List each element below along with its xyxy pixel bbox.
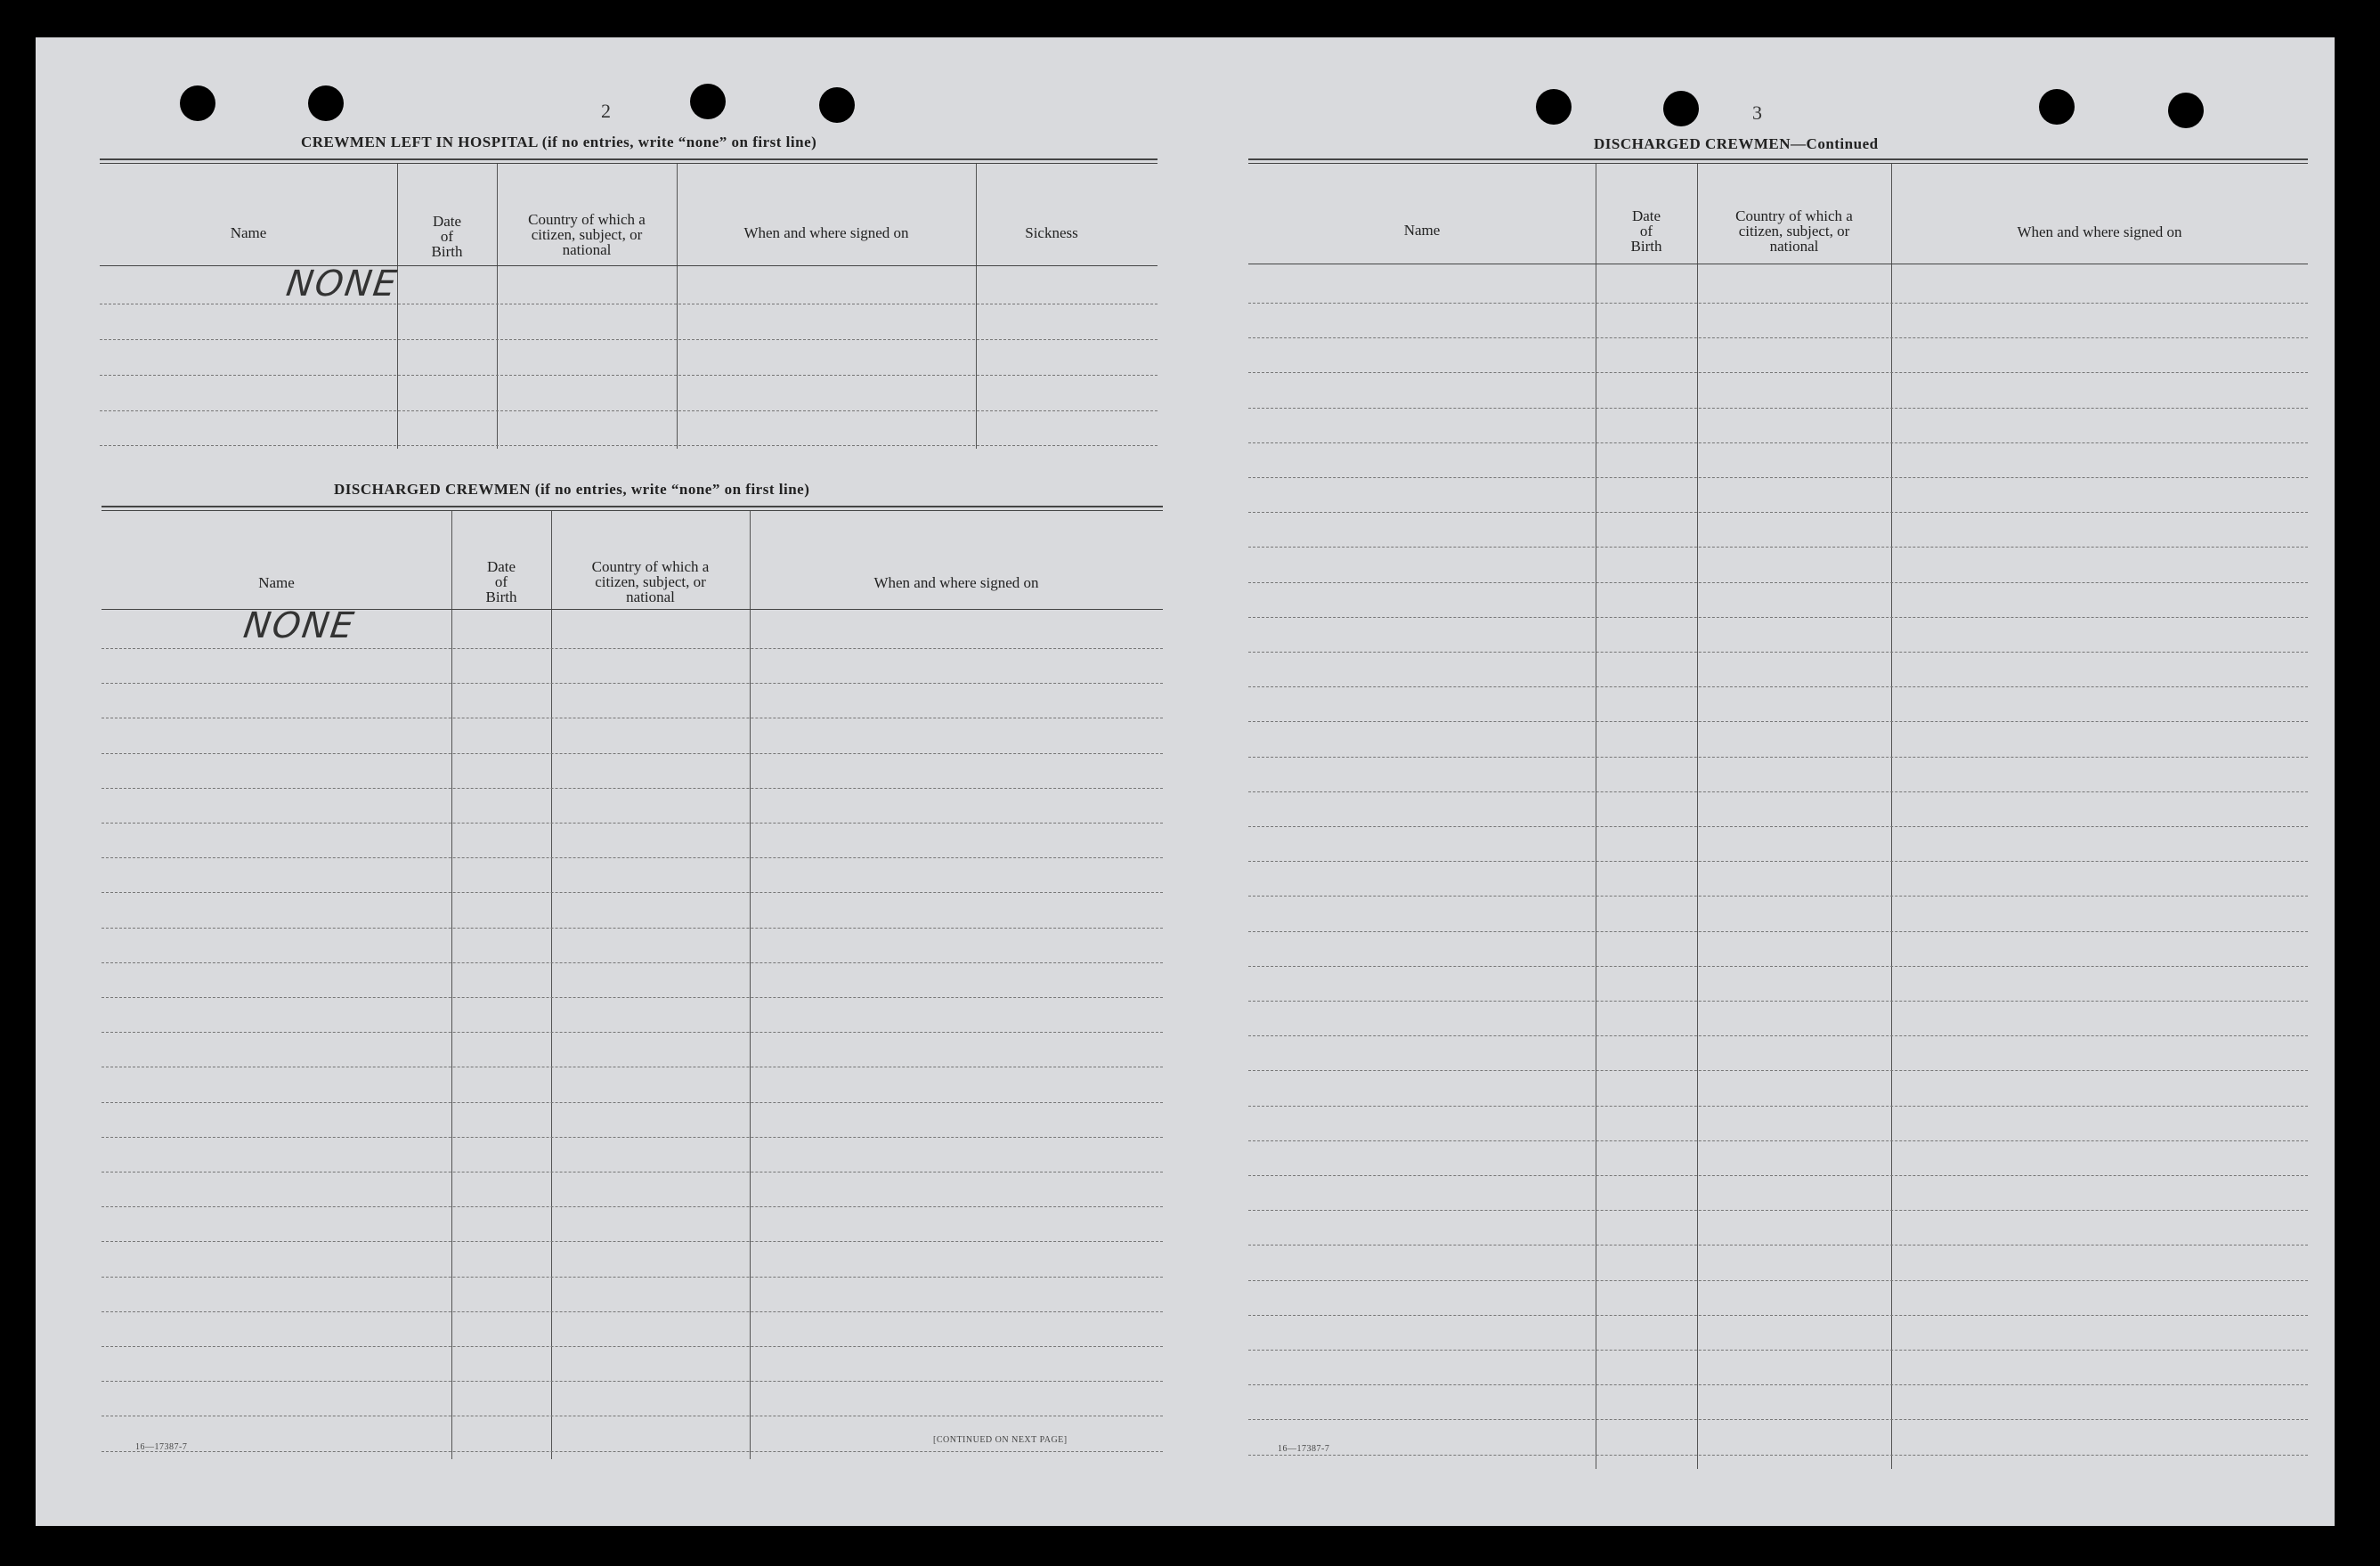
discharged-continued-title: DISCHARGED CREWMEN—Continued: [1594, 135, 1879, 152]
discharged-table-left: [102, 506, 1163, 1463]
form-number-left: 16—17387-7: [135, 1442, 188, 1452]
handwritten-entry: NONE: [283, 264, 401, 304]
column-divider: [451, 511, 452, 1459]
table-row: [100, 375, 1158, 376]
table-row: [102, 997, 1163, 998]
table-row: [1248, 512, 2308, 513]
punch-hole: [180, 85, 215, 121]
punch-hole: [819, 87, 855, 123]
continued-note: [CONTINUED ON NEXT PAGE]: [933, 1435, 1068, 1445]
table-row: [1248, 896, 2308, 897]
table-row: [102, 1102, 1163, 1103]
column-header-name: Name: [258, 574, 295, 591]
table-row: [1248, 617, 2308, 618]
column-header-signed: When and where signed on: [743, 224, 909, 241]
column-header-sickness: Sickness: [1025, 224, 1078, 241]
column-divider: [551, 511, 552, 1459]
column-divider: [1891, 164, 1892, 1469]
table-row: [1248, 408, 2308, 409]
table-row: [100, 410, 1158, 411]
column-divider: [976, 164, 977, 449]
punch-hole: [2168, 93, 2204, 128]
column-divider: [1697, 164, 1698, 1469]
discharged-title-note: (if no entries, write “none” on first line): [534, 481, 810, 498]
table-row: [1248, 477, 2308, 478]
table-row: [1248, 1210, 2308, 1211]
table-row: [100, 445, 1158, 446]
table-row: [1248, 1001, 2308, 1002]
table-row: [102, 1381, 1163, 1382]
table-row: [1248, 721, 2308, 722]
discharged-table-right: [1248, 158, 2308, 1473]
column-header-country: Country of which a citizen, subject, or national: [528, 211, 646, 258]
table-row: [1248, 1106, 2308, 1107]
table-row: [1248, 966, 2308, 967]
discharged-section-title: [334, 481, 809, 499]
table-top-rule: [1248, 158, 2308, 164]
table-row: [1248, 686, 2308, 687]
table-row: [102, 892, 1163, 893]
column-header-signed: When and where signed on: [2017, 223, 2182, 240]
hospital-table: [100, 158, 1158, 488]
table-row: [1248, 1384, 2308, 1385]
column-header-dob: Date of Birth: [485, 558, 517, 605]
table-row: [1248, 1350, 2308, 1351]
table-row: [102, 753, 1163, 754]
handwritten-entry: NONE: [240, 605, 358, 646]
column-divider: [677, 164, 678, 449]
table-row: [102, 683, 1163, 684]
table-row: [1248, 442, 2308, 443]
table-row: [1248, 372, 2308, 373]
column-header-country: Country of which a citizen, subject, or national: [1735, 207, 1853, 255]
column-header-dob: Date of Birth: [431, 213, 463, 260]
form-number-right: 16—17387-7: [1278, 1444, 1330, 1454]
table-row: [100, 339, 1158, 340]
table-row: [102, 823, 1163, 824]
column-header-name: Name: [1403, 222, 1441, 239]
table-row: [102, 788, 1163, 789]
table-row: [102, 648, 1163, 649]
table-row: [1248, 1035, 2308, 1036]
table-row: [102, 1277, 1163, 1278]
column-header-signed: When and where signed on: [873, 574, 1039, 591]
table-row: [1248, 1455, 2308, 1456]
table-row: [102, 857, 1163, 858]
table-row: [1248, 861, 2308, 862]
table-row: [1248, 547, 2308, 548]
column-divider: [750, 511, 751, 1459]
table-row: [1248, 1315, 2308, 1316]
table-top-rule: [102, 506, 1163, 511]
hospital-title-bold: CREWMEN LEFT IN HOSPITAL: [301, 134, 538, 150]
table-row: [102, 1346, 1163, 1347]
punch-hole: [2039, 89, 2075, 125]
table-row: [1248, 1175, 2308, 1176]
table-row: [1248, 652, 2308, 653]
table-row: [1248, 582, 2308, 583]
column-header-dob: Date of Birth: [1630, 207, 1662, 255]
table-row: [1248, 757, 2308, 758]
table-row: [1248, 931, 2308, 932]
column-divider: [397, 164, 398, 449]
table-row: [1248, 337, 2308, 338]
table-row: [1248, 791, 2308, 792]
column-header-name: Name: [230, 224, 267, 241]
table-row: [1248, 1280, 2308, 1281]
hospital-section-title: [301, 134, 816, 151]
table-row: [1248, 826, 2308, 827]
table-row: [102, 1137, 1163, 1138]
punch-hole: [690, 84, 726, 119]
punch-hole: [1536, 89, 1572, 125]
page-number-right: 3: [1752, 101, 1762, 124]
table-row: [1248, 303, 2308, 304]
discharged-title-bold: DISCHARGED CREWMEN: [334, 481, 532, 498]
page-number-left: 2: [601, 100, 611, 122]
table-row: [102, 1032, 1163, 1033]
table-row: [102, 1206, 1163, 1207]
punch-hole: [1663, 91, 1699, 126]
table-row: [102, 962, 1163, 963]
column-divider: [497, 164, 498, 449]
punch-hole: [308, 85, 344, 121]
manifest-sheet: [36, 37, 2335, 1526]
table-row: [102, 928, 1163, 929]
table-row: [1248, 1140, 2308, 1141]
hospital-title-note: (if no entries, write “none” on first line): [541, 134, 817, 150]
table-row: [102, 1451, 1163, 1452]
column-header-country: Country of which a citizen, subject, or national: [591, 558, 710, 605]
header-separator: [100, 265, 1158, 266]
table-row: [1248, 1419, 2308, 1420]
table-row: [102, 1311, 1163, 1312]
table-row: [102, 1241, 1163, 1242]
table-row: [1248, 1070, 2308, 1071]
table-top-rule: [100, 158, 1158, 164]
